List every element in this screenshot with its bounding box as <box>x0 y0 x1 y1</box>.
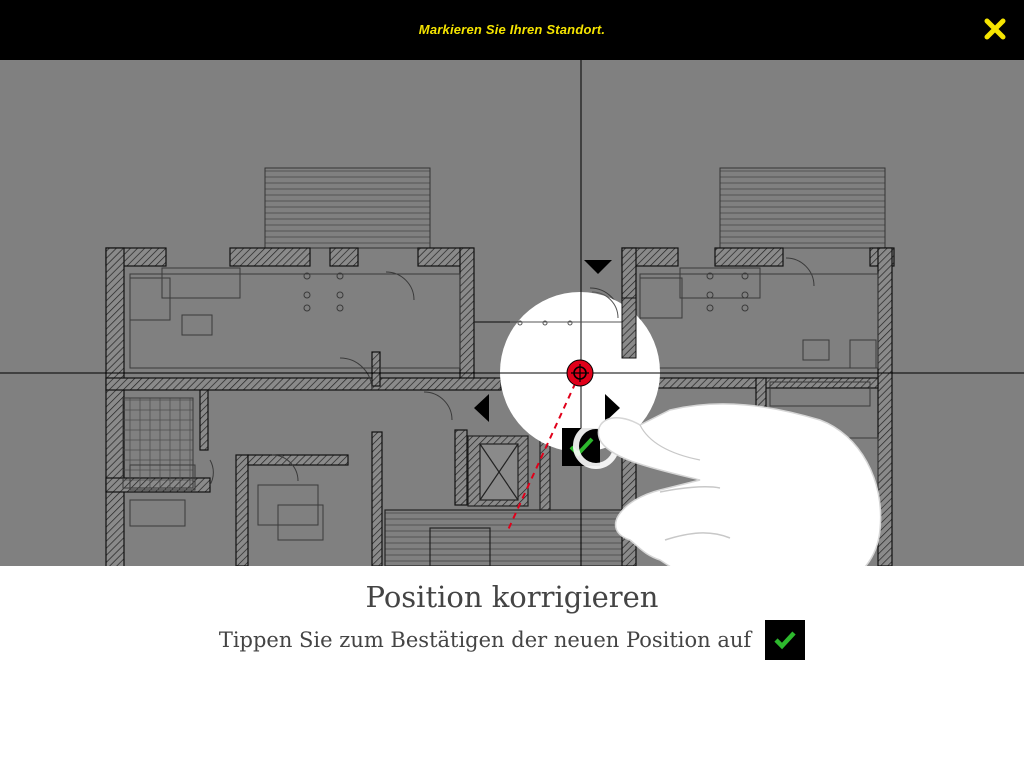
instruction-text: Tippen Sie zum Bestätigen der neuen Position auf <box>218 628 752 652</box>
hand-pointer-icon <box>598 404 880 566</box>
balcony-right <box>720 168 885 248</box>
arrow-left-icon[interactable] <box>474 394 489 422</box>
instruction-line <box>0 620 1024 660</box>
instruction-title: Position korrigieren <box>365 580 659 614</box>
close-button[interactable] <box>980 14 1010 44</box>
balcony-left <box>265 168 430 248</box>
close-x-icon <box>984 18 1006 40</box>
furniture-left <box>123 268 460 540</box>
arrow-up-icon[interactable] <box>584 260 612 274</box>
page-title: Markieren Sie Ihren Standort. <box>418 22 606 37</box>
floor-plan-map[interactable] <box>0 60 1024 566</box>
crosshair-target-icon[interactable] <box>567 360 593 386</box>
instruction-panel <box>0 566 1024 768</box>
check-icon <box>765 620 805 660</box>
top-bar <box>0 0 1024 60</box>
